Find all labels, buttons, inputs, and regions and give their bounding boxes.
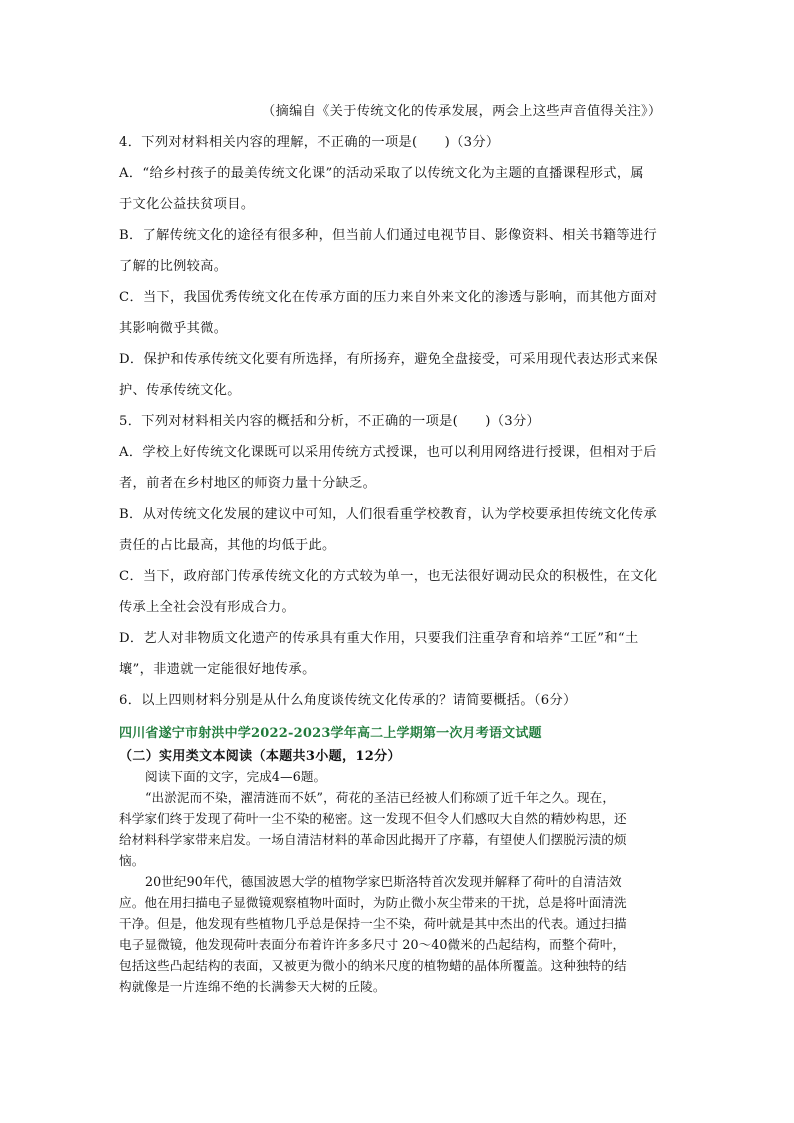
- q5-stem: 5．下列对材料相关内容的概括和分析，不正确的一项是( )（3分）: [119, 414, 541, 429]
- q4-option-d-line-2: 护、传承传统文化。: [119, 383, 241, 398]
- q4-option-b-line-2: 了解的比例较高。: [119, 259, 228, 274]
- passage-p2-line-3: 干净。但是，他发现有些植物几乎总是保持一尘不染，荷叶就是其中杰出的代表。通过扫描: [119, 916, 627, 931]
- q4-option-d-line-1: D．保护和传承传统文化要有所选择，有所扬弃，避免全盘接受，可采用现代表达形式来保: [119, 352, 658, 367]
- q5-option-a-line-2: 者，前者在乡村地区的师资力量十分缺乏。: [119, 476, 377, 491]
- q4-stem: 4．下列对材料相关内容的理解，不正确的一项是( )（3分）: [119, 135, 500, 150]
- q4-option-b-line-1: B．了解传统文化的途径有很多种，但当前人们通过电视节目、影像资料、相关书籍等进行: [119, 228, 657, 243]
- passage-p2-line-4: 电子显微镜，他发现荷叶表面分布着许许多多尺寸 20～40微米的凸起结构，而整个荷叶，: [119, 937, 626, 952]
- passage-p1-line-4: 恼。: [119, 853, 145, 868]
- passage-p2-line-2: 应。他在用扫描电子显微镜观察植物叶面时，为防止微小灰尘带来的干扰，总是将叶面清洗: [119, 895, 627, 910]
- passage-p1-line-2: 科学家们终于发现了荷叶一尘不染的秘密。这一发现不但令人们感叹大自然的精妙构思，还: [119, 811, 627, 826]
- q5-option-b-line-2: 责任的占比最高，其他的均低于此。: [119, 538, 336, 553]
- passage-p2-line-1: 20世纪90年代，德国波恩大学的植物学家巴斯洛特首次发现并解释了荷叶的自清洁效: [145, 874, 622, 889]
- q5-option-d-line-1: D．艺人对非物质文化遗产的传承具有重大作用，只要我们注重孕育和培养“工匠”和“土: [119, 631, 639, 646]
- q4-option-c-line-1: C．当下，我国优秀传统文化在传承方面的压力来自外来文化的渗透与影响，而其他方面对: [119, 290, 658, 305]
- section-title: （二）实用类文本阅读（本题共3小题，12分）: [119, 749, 401, 764]
- q4-option-a-line-2: 于文化公益扶贫项目。: [119, 197, 255, 212]
- passage-p1-line-1: “出淤泥而不染，濯清涟而不妖”，荷花的圣洁已经被人们称颂了近千年之久。现在，: [145, 790, 616, 805]
- passage-p2-line-5: 包括这些凸起结构的表面，又被更为微小的纳米尺度的植物蜡的晶体所覆盖。这种独特的结: [119, 958, 627, 973]
- q4-option-c-line-2: 其影响微乎其微。: [119, 321, 228, 336]
- exam-title-link[interactable]: 四川省遂宁市射洪中学2022-2023学年高二上学期第一次月考语文试题: [119, 726, 542, 741]
- reading-instruction: 阅读下面的文字，完成4—6题。: [145, 769, 327, 784]
- passage-p2-line-6: 构就像是一片连绵不绝的长满参天大树的丘陵。: [119, 979, 386, 994]
- q5-option-b-line-1: B．从对传统文化发展的建议中可知，人们很看重学校教育，认为学校要承担传统文化传承: [119, 507, 657, 522]
- passage-p1-line-3: 给材料科学家带来启发。一场自清洁材料的革命因此揭开了序幕，有望使人们摆脱污渍的烦: [119, 832, 627, 847]
- q4-option-a-line-1: A．“给乡村孩子的最美传统文化课”的活动采取了以传统文化为主题的直播课程形式，属: [119, 166, 644, 181]
- q5-option-d-line-2: 壤”，非遗就一定能很好地传承。: [119, 662, 316, 677]
- q5-option-c-line-2: 传承上全社会没有形成合力。: [119, 600, 295, 615]
- q5-option-c-line-1: C．当下，政府部门传承传统文化的方式较为单一，也无法很好调动民众的积极性，在文化: [119, 569, 658, 584]
- q6-stem: 6．以上四则材料分别是从什么角度谈传统文化传承的？请简要概括。（6分）: [119, 693, 577, 708]
- source-citation: （摘编自《关于传统文化的传承发展，两会上这些声音值得关注》）: [262, 104, 662, 119]
- q5-option-a-line-1: A．学校上好传统文化课既可以采用传统方式授课，也可以利用网络进行授课，但相对于后: [119, 445, 657, 460]
